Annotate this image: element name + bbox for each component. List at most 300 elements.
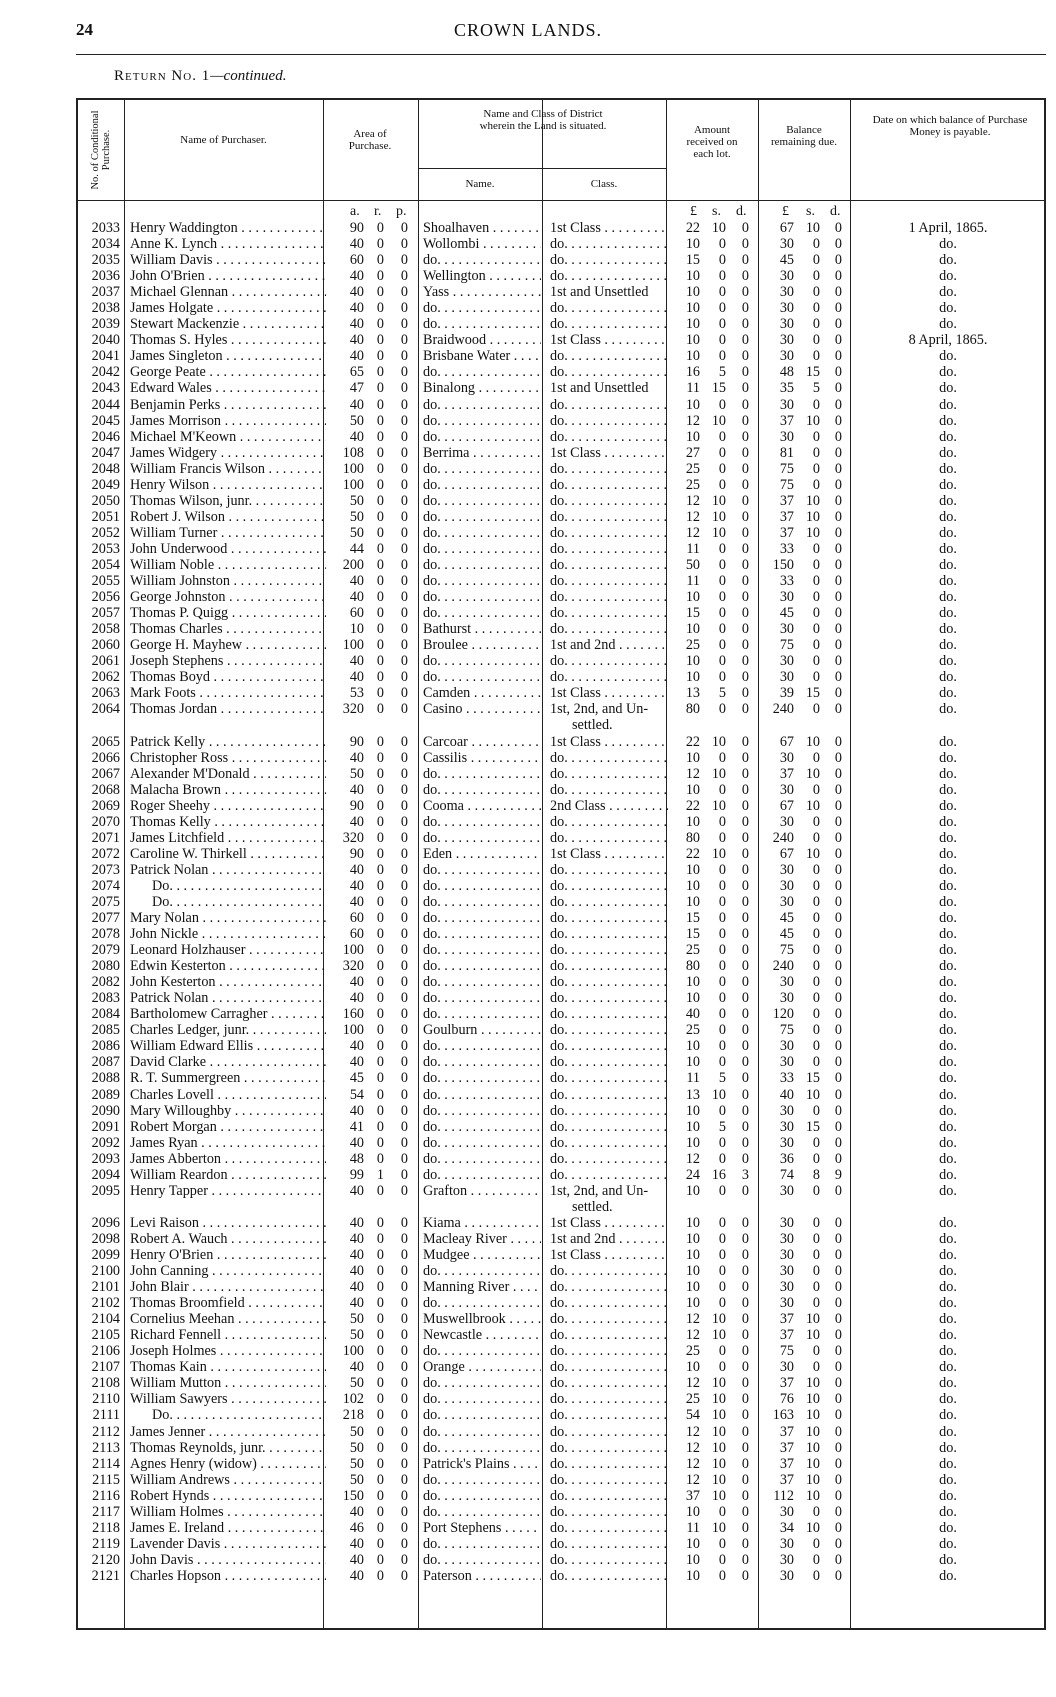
amount-pence: 0: [741, 861, 749, 878]
district-class: do. . . .: [550, 1440, 668, 1456]
balance-pounds: 30: [779, 1054, 794, 1071]
table-row: [78, 316, 1048, 332]
area-acres: 40: [349, 813, 364, 830]
area-perches: 0: [400, 669, 408, 686]
area-acres: 40: [349, 1279, 364, 1296]
balance-pounds: 30: [779, 1279, 794, 1296]
amount-pounds: 13: [685, 1086, 700, 1103]
district-class: do. . . .: [550, 493, 668, 509]
district-name: Wollombi . . .: [423, 236, 541, 252]
amount-pounds: 10: [685, 284, 700, 301]
purchaser-name: Anne K. Lynch . . .: [130, 236, 326, 252]
area-roods: 0: [376, 268, 384, 285]
amount-pounds: 15: [685, 926, 700, 943]
area-perches: 0: [400, 1166, 408, 1183]
area-acres: 100: [342, 637, 364, 654]
balance-pounds: 150: [772, 556, 794, 573]
balance-shillings: 0: [812, 460, 820, 477]
district-name: do. . . .: [423, 252, 541, 268]
balance-pence: 0: [834, 1311, 842, 1328]
balance-pounds: 30: [779, 1567, 794, 1584]
area-acres: 90: [349, 845, 364, 862]
purchase-number: 2100: [91, 1263, 120, 1280]
district-class: do. . . .: [550, 782, 668, 798]
payable-date: do.: [939, 1038, 957, 1055]
balance-pounds: 75: [779, 460, 794, 477]
balance-pence: 0: [834, 1567, 842, 1584]
purchase-number: 2094: [91, 1166, 120, 1183]
area-acres: 40: [349, 861, 364, 878]
amount-pence: 0: [741, 1263, 749, 1280]
amount-shillings: 0: [718, 1359, 726, 1376]
area-roods: 0: [376, 220, 384, 236]
area-roods: 0: [376, 1214, 384, 1231]
table-row: [78, 734, 1048, 750]
purchase-number: 2091: [91, 1118, 120, 1135]
amount-pence: 0: [741, 1407, 749, 1424]
amount-pence: 0: [741, 621, 749, 638]
table-row: [78, 445, 1048, 461]
amount-pence: 0: [741, 669, 749, 686]
table-row: [78, 1520, 1048, 1536]
purchaser-name: Do. . . .: [130, 894, 326, 910]
amount-pence: 0: [741, 1503, 749, 1520]
district-name: Goulburn . . .: [423, 1022, 541, 1038]
table-row: [78, 1022, 1048, 1038]
table-row: [78, 782, 1048, 798]
district-name: do. . . .: [423, 493, 541, 509]
balance-shillings: 8: [812, 1166, 820, 1183]
district-class: do. . . .: [550, 1343, 668, 1359]
amount-pounds: 10: [685, 1247, 700, 1263]
area-perches: 0: [400, 685, 408, 702]
amount-shillings: 15: [711, 380, 726, 397]
table-row: [78, 1183, 1048, 1199]
area-acres: 60: [349, 605, 364, 622]
amount-pence: 0: [741, 797, 749, 814]
table-row: [78, 1295, 1048, 1311]
amount-pence: 0: [741, 460, 749, 477]
amount-shillings: 10: [711, 1086, 726, 1103]
purchaser-name: Charles Hopson . . .: [130, 1568, 326, 1584]
balance-pence: 0: [834, 1022, 842, 1039]
balance-shillings: 0: [812, 893, 820, 910]
balance-pence: 0: [834, 476, 842, 493]
area-acres: 40: [349, 428, 364, 445]
area-perches: 0: [400, 380, 408, 397]
area-roods: 0: [376, 605, 384, 622]
amount-shillings: 0: [718, 428, 726, 445]
area-perches: 0: [400, 1247, 408, 1263]
district-name: Orange . . .: [423, 1359, 541, 1375]
table-row: [78, 397, 1048, 413]
header-name: Name of Purchaser.: [180, 134, 267, 146]
payable-date: do.: [939, 926, 957, 943]
purchase-number: 2113: [92, 1439, 120, 1456]
payable-date: do.: [939, 540, 957, 557]
balance-pence: 0: [834, 1407, 842, 1424]
table-row: [78, 541, 1048, 557]
area-acres: 54: [349, 1086, 364, 1103]
header-district-name: Name.: [465, 178, 495, 190]
purchase-number: 2033: [91, 220, 120, 236]
area-perches: 0: [400, 1519, 408, 1536]
amount-pence: 0: [741, 332, 749, 349]
amount-pence: 0: [741, 1150, 749, 1167]
purchaser-name: Do. . . .: [130, 1407, 326, 1423]
balance-shillings: 0: [812, 1263, 820, 1280]
area-perches: 0: [400, 316, 408, 333]
purchase-number: 2111: [92, 1407, 120, 1424]
purchaser-name: Edwin Kesterton . . .: [130, 958, 326, 974]
amount-shillings: 10: [711, 845, 726, 862]
table-body: [78, 220, 1048, 1584]
area-roods: 0: [376, 428, 384, 445]
purchaser-name: Henry Tapper . . .: [130, 1183, 326, 1199]
area-acres: 40: [349, 1102, 364, 1119]
area-perches: 0: [400, 605, 408, 622]
area-acres: 108: [342, 444, 364, 461]
area-roods: 0: [376, 1423, 384, 1440]
table-row: [78, 605, 1048, 621]
balance-shillings: 0: [812, 284, 820, 301]
amount-shillings: 0: [718, 1022, 726, 1039]
district-name: do. . . .: [423, 1407, 541, 1423]
amount-pounds: 27: [685, 444, 700, 461]
payable-date: do.: [939, 685, 957, 702]
amount-pence: 0: [741, 1230, 749, 1247]
area-acres: 41: [349, 1118, 364, 1135]
table-row-continuation: [78, 1199, 1048, 1215]
payable-date: do.: [939, 893, 957, 910]
area-perches: 0: [400, 1391, 408, 1408]
amount-pounds: 10: [685, 1567, 700, 1584]
balance-shillings: 10: [805, 733, 820, 750]
area-perches: 0: [400, 797, 408, 814]
area-acres: 90: [349, 220, 364, 236]
balance-pounds: 39: [779, 685, 794, 702]
district-name: Casino . . .: [423, 701, 541, 717]
purchase-number: 2120: [91, 1551, 120, 1568]
table-row: [78, 814, 1048, 830]
amount-pounds: 80: [685, 829, 700, 846]
area-perches: 0: [400, 1214, 408, 1231]
area-roods: 0: [376, 685, 384, 702]
payable-date: do.: [939, 990, 957, 1007]
area-perches: 0: [400, 877, 408, 894]
balance-shillings: 0: [812, 990, 820, 1007]
amount-pence: 0: [741, 1311, 749, 1328]
purchase-number: 2047: [91, 444, 120, 461]
area-roods: 0: [376, 252, 384, 269]
balance-shillings: 0: [812, 1503, 820, 1520]
table-row: [78, 1504, 1048, 1520]
purchaser-name: William Francis Wilson . . .: [130, 461, 326, 477]
balance-pounds: 30: [779, 669, 794, 686]
purchaser-name: Henry O'Brien . . .: [130, 1247, 326, 1263]
area-roods: 0: [376, 508, 384, 525]
payable-date: do.: [939, 958, 957, 975]
amount-pounds: 25: [685, 1022, 700, 1039]
area-roods: 0: [376, 1150, 384, 1167]
balance-shillings: 10: [805, 1086, 820, 1103]
area-roods: 0: [376, 1279, 384, 1296]
area-roods: 0: [376, 1006, 384, 1023]
balance-pence: 0: [834, 492, 842, 509]
amount-shillings: 0: [718, 910, 726, 927]
amount-pence: 0: [741, 1391, 749, 1408]
district-class: do. . . .: [550, 990, 668, 1006]
balance-pounds: 30: [779, 1230, 794, 1247]
area-roods: 0: [376, 813, 384, 830]
amount-shillings: 10: [711, 1471, 726, 1488]
area-perches: 0: [400, 621, 408, 638]
area-roods: 0: [376, 893, 384, 910]
balance-pence: 0: [834, 1519, 842, 1536]
balance-pence: 0: [834, 396, 842, 413]
district-class: do. . . .: [550, 830, 668, 846]
area-acres: 40: [349, 1054, 364, 1071]
balance-pence: 0: [834, 380, 842, 397]
area-perches: 0: [400, 958, 408, 975]
district-class: do. . . .: [550, 974, 668, 990]
area-perches: 0: [400, 1086, 408, 1103]
district-name: do. . . .: [423, 1087, 541, 1103]
district-class: do. . . .: [550, 1311, 668, 1327]
amount-pence: 0: [741, 1214, 749, 1231]
area-acres: 50: [349, 524, 364, 541]
balance-shillings: 0: [812, 1214, 820, 1231]
amount-pounds: 15: [685, 605, 700, 622]
district-class: do. . . .: [550, 348, 668, 364]
district-class: do. . . .: [550, 300, 668, 316]
district-class: do. . . .: [550, 525, 668, 541]
district-class: do. . . .: [550, 1552, 668, 1568]
balance-pence: 0: [834, 1118, 842, 1135]
area-acres: 40: [349, 1535, 364, 1552]
purchase-number: 2045: [91, 412, 120, 429]
balance-pounds: 30: [779, 653, 794, 670]
table-row: [78, 1568, 1048, 1584]
district-name: do. . . .: [423, 782, 541, 798]
balance-shillings: 10: [805, 1391, 820, 1408]
table-row: [78, 509, 1048, 525]
payable-date: do.: [939, 268, 957, 285]
amount-shillings: 0: [718, 396, 726, 413]
amount-pence: 0: [741, 540, 749, 557]
area-acres: 50: [349, 1375, 364, 1392]
purchase-number: 2064: [91, 701, 120, 718]
table-row: [78, 1488, 1048, 1504]
amount-pounds: 10: [685, 653, 700, 670]
area-acres: 200: [342, 556, 364, 573]
amount-shillings: 0: [718, 1150, 726, 1167]
purchase-number: 2119: [92, 1535, 120, 1552]
balance-pounds: 75: [779, 942, 794, 959]
header-date: Date on which balance of Purchase Money is payable.: [872, 114, 1028, 138]
district-name: do. . . .: [423, 1343, 541, 1359]
purchase-number: 2082: [91, 974, 120, 991]
area-roods: 0: [376, 990, 384, 1007]
table-row: [78, 766, 1048, 782]
area-acres: 150: [342, 1487, 364, 1504]
balance-shillings: 15: [805, 1070, 820, 1087]
amount-pounds: 10: [685, 348, 700, 365]
district-class: do. . . .: [550, 509, 668, 525]
amount-shillings: 0: [718, 332, 726, 349]
balance-shillings: 0: [812, 236, 820, 253]
payable-date: do.: [939, 781, 957, 798]
amount-pence: 0: [741, 1054, 749, 1071]
amount-pounds: 10: [685, 781, 700, 798]
balance-shillings: 0: [812, 300, 820, 317]
balance-pounds: 30: [779, 893, 794, 910]
amount-shillings: 0: [718, 605, 726, 622]
area-roods: 0: [376, 1391, 384, 1408]
amount-pence: 0: [741, 444, 749, 461]
area-roods: 0: [376, 1134, 384, 1151]
balance-shillings: 10: [805, 1439, 820, 1456]
area-roods: 0: [376, 380, 384, 397]
amount-pence: 0: [741, 1359, 749, 1376]
area-acres: 40: [349, 990, 364, 1007]
amount-pounds: 10: [685, 1230, 700, 1247]
balance-pounds: 37: [779, 1455, 794, 1472]
balance-shillings: 0: [812, 573, 820, 590]
header-area: Area of Purchase.: [348, 128, 392, 152]
purchaser-name: Malacha Brown . . .: [130, 782, 326, 798]
district-name: do. . . .: [423, 1295, 541, 1311]
balance-pence: 0: [834, 348, 842, 365]
balance-pence: 9: [834, 1166, 842, 1183]
purchaser-name: James Morrison . . .: [130, 413, 326, 429]
district-name: do. . . .: [423, 525, 541, 541]
purchaser-name: James Abberton . . .: [130, 1151, 326, 1167]
payable-date: do.: [939, 749, 957, 766]
amount-pence: 0: [741, 1102, 749, 1119]
amount-pounds: 25: [685, 942, 700, 959]
district-name: Braidwood . . .: [423, 332, 541, 348]
purchaser-name: Christopher Ross . . .: [130, 750, 326, 766]
balance-pounds: 30: [779, 332, 794, 349]
amount-shillings: 0: [718, 861, 726, 878]
area-roods: 0: [376, 1182, 384, 1199]
table-row: [78, 1375, 1048, 1391]
amount-pounds: 25: [685, 1391, 700, 1408]
table-row: [78, 236, 1048, 252]
balance-pounds: 75: [779, 1022, 794, 1039]
area-roods: 0: [376, 1375, 384, 1392]
purchase-number: 2069: [91, 797, 120, 814]
amount-pounds: 10: [685, 396, 700, 413]
table-row: [78, 846, 1048, 862]
district-class: do. . . .: [550, 413, 668, 429]
balance-shillings: 0: [812, 813, 820, 830]
purchases-table: [76, 98, 1046, 1630]
purchase-number: 2072: [91, 845, 120, 862]
balance-pounds: 33: [779, 573, 794, 590]
area-roods: 0: [376, 573, 384, 590]
payable-date: do.: [939, 1022, 957, 1039]
table-row: [78, 942, 1048, 958]
payable-date: do.: [939, 1102, 957, 1119]
balance-shillings: 0: [812, 669, 820, 686]
purchase-number: 2055: [91, 573, 120, 590]
balance-pounds: 37: [779, 1311, 794, 1328]
purchase-number: 2099: [91, 1247, 120, 1263]
balance-shillings: 15: [805, 1118, 820, 1135]
amount-pence: 0: [741, 1247, 749, 1263]
district-class: do. . . .: [550, 1375, 668, 1391]
area-perches: 0: [400, 1407, 408, 1424]
purchaser-name: Cornelius Meehan . . .: [130, 1311, 326, 1327]
district-class: do. . . .: [550, 1087, 668, 1103]
district-class: 1st Class . . .: [550, 220, 668, 236]
area-perches: 0: [400, 1343, 408, 1360]
area-acres: 65: [349, 364, 364, 381]
district-name: do. . . .: [423, 1135, 541, 1151]
area-acres: 40: [349, 1503, 364, 1520]
return-title-main: Return No. 1: [114, 68, 211, 84]
area-acres: 48: [349, 1150, 364, 1167]
purchaser-name: Alexander M'Donald . . .: [130, 766, 326, 782]
area-roods: 0: [376, 1230, 384, 1247]
balance-shillings: 0: [812, 1038, 820, 1055]
balance-pounds: 240: [772, 958, 794, 975]
balance-shillings: 15: [805, 685, 820, 702]
purchaser-name: James Widgery . . .: [130, 445, 326, 461]
district-name: Macleay River . . .: [423, 1231, 541, 1247]
amount-pounds: 22: [685, 220, 700, 236]
payable-date: do.: [939, 300, 957, 317]
district-class: do. . . .: [550, 1038, 668, 1054]
area-acres: 100: [342, 1343, 364, 1360]
amount-shillings: 5: [718, 1118, 726, 1135]
balance-pounds: 45: [779, 910, 794, 927]
area-roods: 0: [376, 1487, 384, 1504]
purchase-number: 2052: [91, 524, 120, 541]
amount-shillings: 0: [718, 348, 726, 365]
area-roods: 0: [376, 1471, 384, 1488]
amount-shillings: 10: [711, 1375, 726, 1392]
area-roods: 0: [376, 910, 384, 927]
area-roods: 0: [376, 942, 384, 959]
amount-pounds: 11: [686, 573, 700, 590]
district-name: do. . . .: [423, 1504, 541, 1520]
amount-pounds: 80: [685, 701, 700, 718]
amount-pounds: 12: [685, 412, 700, 429]
district-class: do. . . .: [550, 669, 668, 685]
balance-pounds: 30: [779, 1134, 794, 1151]
balance-shillings: 0: [812, 476, 820, 493]
balance-shillings: 0: [812, 268, 820, 285]
payable-date: do.: [939, 524, 957, 541]
purchaser-name: James Litchfield . . .: [130, 830, 326, 846]
area-acres: 47: [349, 380, 364, 397]
payable-date: 8 April, 1865.: [908, 332, 988, 349]
balance-pence: 0: [834, 605, 842, 622]
purchase-number: 2046: [91, 428, 120, 445]
district-name: do. . . .: [423, 1167, 541, 1183]
area-acres: 40: [349, 1182, 364, 1199]
running-head: CROWN LANDS.: [453, 20, 602, 40]
purchaser-name: Patrick Kelly . . .: [130, 734, 326, 750]
area-acres: 40: [349, 749, 364, 766]
payable-date: do.: [939, 1054, 957, 1071]
table-row: [78, 750, 1048, 766]
area-acres: 40: [349, 1214, 364, 1231]
table-row: [78, 910, 1048, 926]
